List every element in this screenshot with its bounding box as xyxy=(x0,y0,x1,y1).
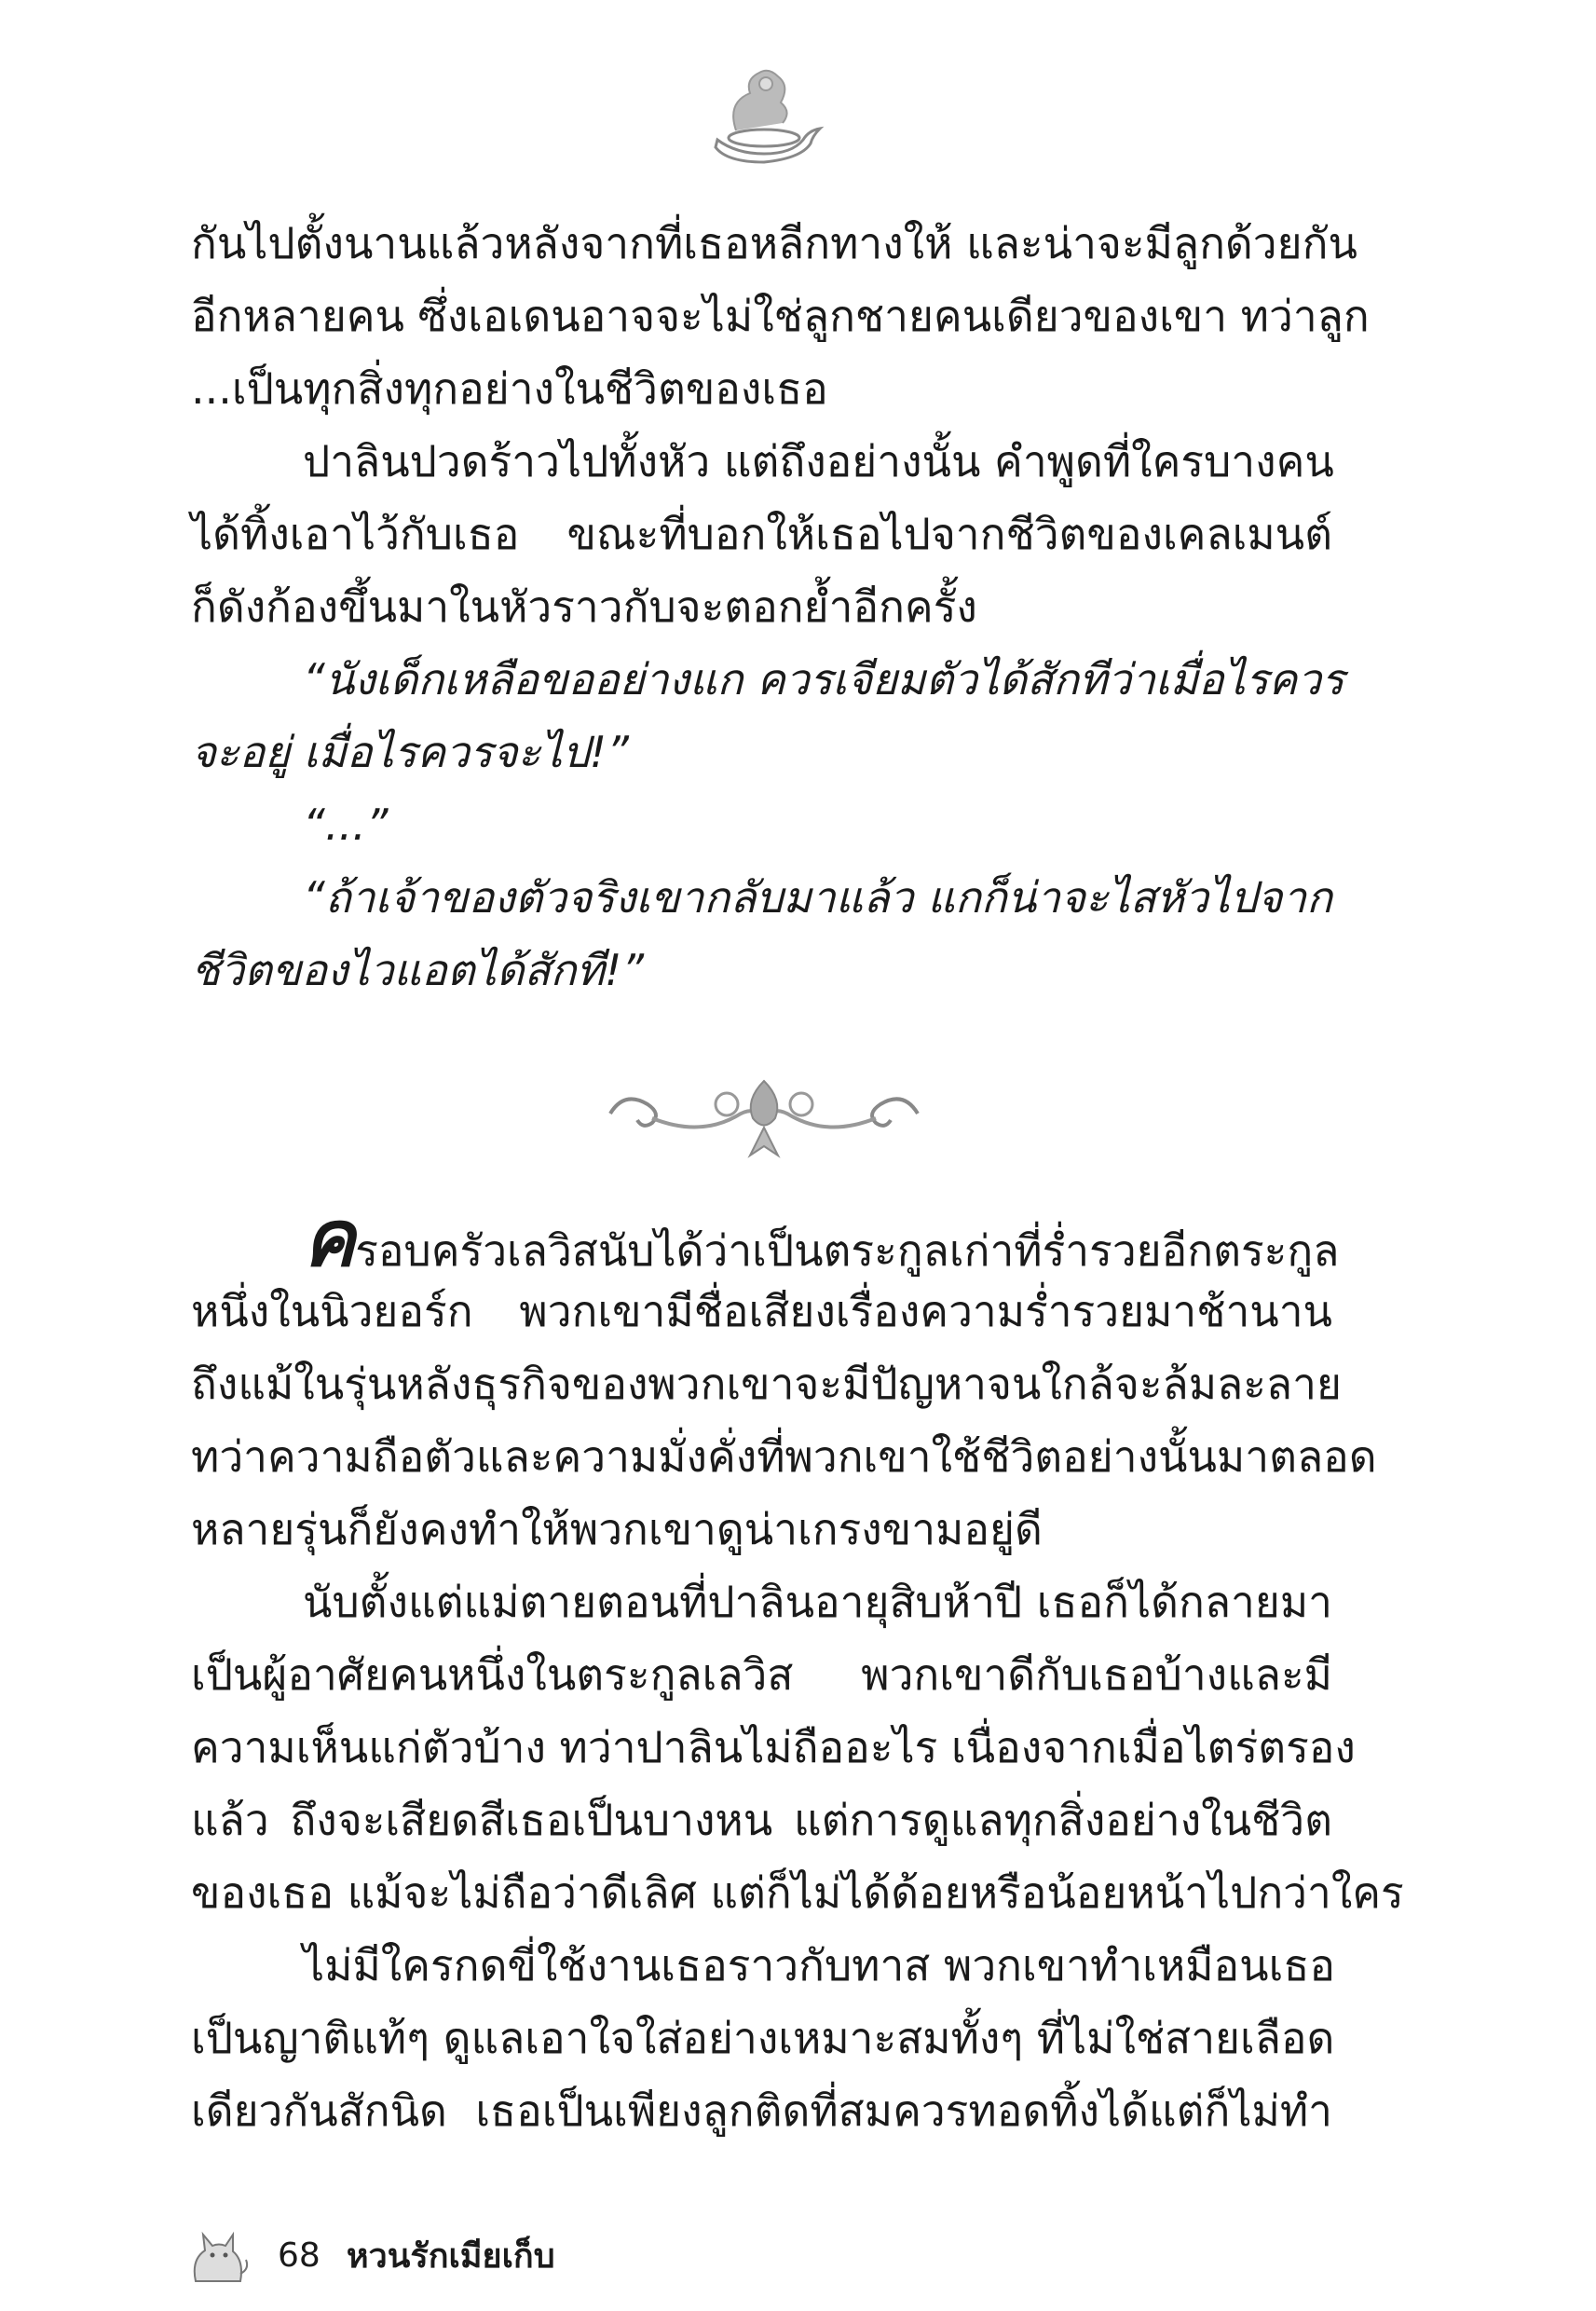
paragraph-first-line xyxy=(191,1193,1340,1284)
flourish-divider-icon xyxy=(596,1062,932,1165)
paragraph-line: ก็ดังก้องขึ้นมาในหัวราวกับจะตอกย้ำอีกครั้ง xyxy=(191,581,977,632)
quote-line: “...” xyxy=(303,800,389,850)
paragraph-line: เดียวกันสักนิด เธอเป็นเพียงลูกติดที่สมควรทอดทิ้งได้แต่ก็ไม่ทำ xyxy=(191,2085,1332,2136)
quote-line: ชีวิตของไวแอตได้สักที!” xyxy=(191,945,645,995)
paragraph-line: ความเห็นแก่ตัวบ้าง ทว่าปาลินไม่ถืออะไร เนื่องจากเมื่อไตร่ตรอง xyxy=(191,1722,1356,1772)
paragraph-line: ทว่าความถือตัวและความมั่งคั่งที่พวกเขาใช้ชีวิตอย่างนั้นมาตลอด xyxy=(191,1431,1377,1482)
paragraph-line: เป็นผู้อาศัยคนหนึ่งในตระกูลเลวิส พวกเขาดีกับเธอบ้างและมี xyxy=(191,1649,1332,1700)
paragraph-line: ปาลินปวดร้าวไปทั้งหัว แต่ถึงอย่างนั้น คำพูดที่ใครบางคน xyxy=(303,436,1334,486)
paragraph-line: ถึงแม้ในรุ่นหลังธุรกิจของพวกเขาจะมีปัญหาจนใกล้จะล้มละลาย xyxy=(191,1359,1342,1409)
quote-line: จะอยู่ เมื่อไรควรจะไป!” xyxy=(191,727,629,777)
paragraph-line: นับตั้งแต่แม่ตายตอนที่ปาลินอายุสิบห้าปี เธอก็ได้กลายมา xyxy=(303,1577,1332,1627)
drop-cap: ค xyxy=(303,1193,356,1284)
paragraph-line: ของเธอ แม้จะไม่ถือว่าดีเลิศ แต่ก็ไม่ได้ด้อยหรือน้อยหน้าไปกว่าใคร xyxy=(191,1867,1404,1918)
paragraph-line: ไม่มีใครกดขี่ใช้งานเธอราวกับทาส พวกเขาทำเหมือนเธอ xyxy=(303,1940,1336,1990)
paragraph-line: ได้ทิ้งเอาไว้กับเธอ ขณะที่บอกให้เธอไปจากชีวิตของเคลเมนต์ xyxy=(191,509,1332,559)
paragraph-line: แล้ว ถึงจะเสียดสีเธอเป็นบางหน แต่การดูแลทุกสิ่งอย่างในชีวิต xyxy=(191,1795,1332,1845)
book-title: หวนรักเมียเก็บ xyxy=(346,2236,555,2276)
paragraph-line: ...เป็นทุกสิ่งทุกอย่างในชีวิตของเธอ xyxy=(191,363,828,414)
paragraph-line: อีกหลายคน ซึ่งเอเดนอาจจะไม่ใช่ลูกชายคนเดียวของเขา ทว่าลูก xyxy=(191,291,1370,341)
paragraph-line: หนึ่งในนิวยอร์ก พวกเขามีชื่อเสียงเรื่องความร่ำรวยมาช้านาน xyxy=(191,1286,1332,1336)
cat-icon xyxy=(186,2227,252,2283)
paragraph-line: เป็นญาติแท้ๆ ดูแลเอาใจใส่อย่างเหมาะสมทั้งๆ ที่ไม่ใช่สายเลือด xyxy=(191,2013,1335,2063)
paragraph-line: หลายรุ่นก็ยังคงทำให้พวกเขาดูน่าเกรงขามอยู่ดี xyxy=(191,1504,1043,1554)
first-line-text: รอบครัวเลวิสนับได้ว่าเป็นตระกูลเก่าที่ร่ำรวยอีกตระกูล xyxy=(355,1225,1340,1276)
quote-line: “ถ้าเจ้าของตัวจริงเขากลับมาแล้ว แกก็น่าจะไสหัวไปจาก xyxy=(303,872,1332,923)
page-number: 68 xyxy=(278,2236,321,2275)
text-block-top xyxy=(191,207,1370,1006)
quote-line: “นังเด็กเหลือขออย่างแก ควรเจียมตัวได้สักทีว่าเมื่อไรควร xyxy=(303,654,1344,704)
genie-lamp-icon xyxy=(699,65,829,168)
paragraph-line: กันไปตั้งนานแล้วหลังจากที่เธอหลีกทางให้ และน่าจะมีลูกด้วยกัน xyxy=(191,218,1357,268)
page-footer xyxy=(186,2227,555,2283)
text-block-bottom xyxy=(191,1193,1404,2147)
